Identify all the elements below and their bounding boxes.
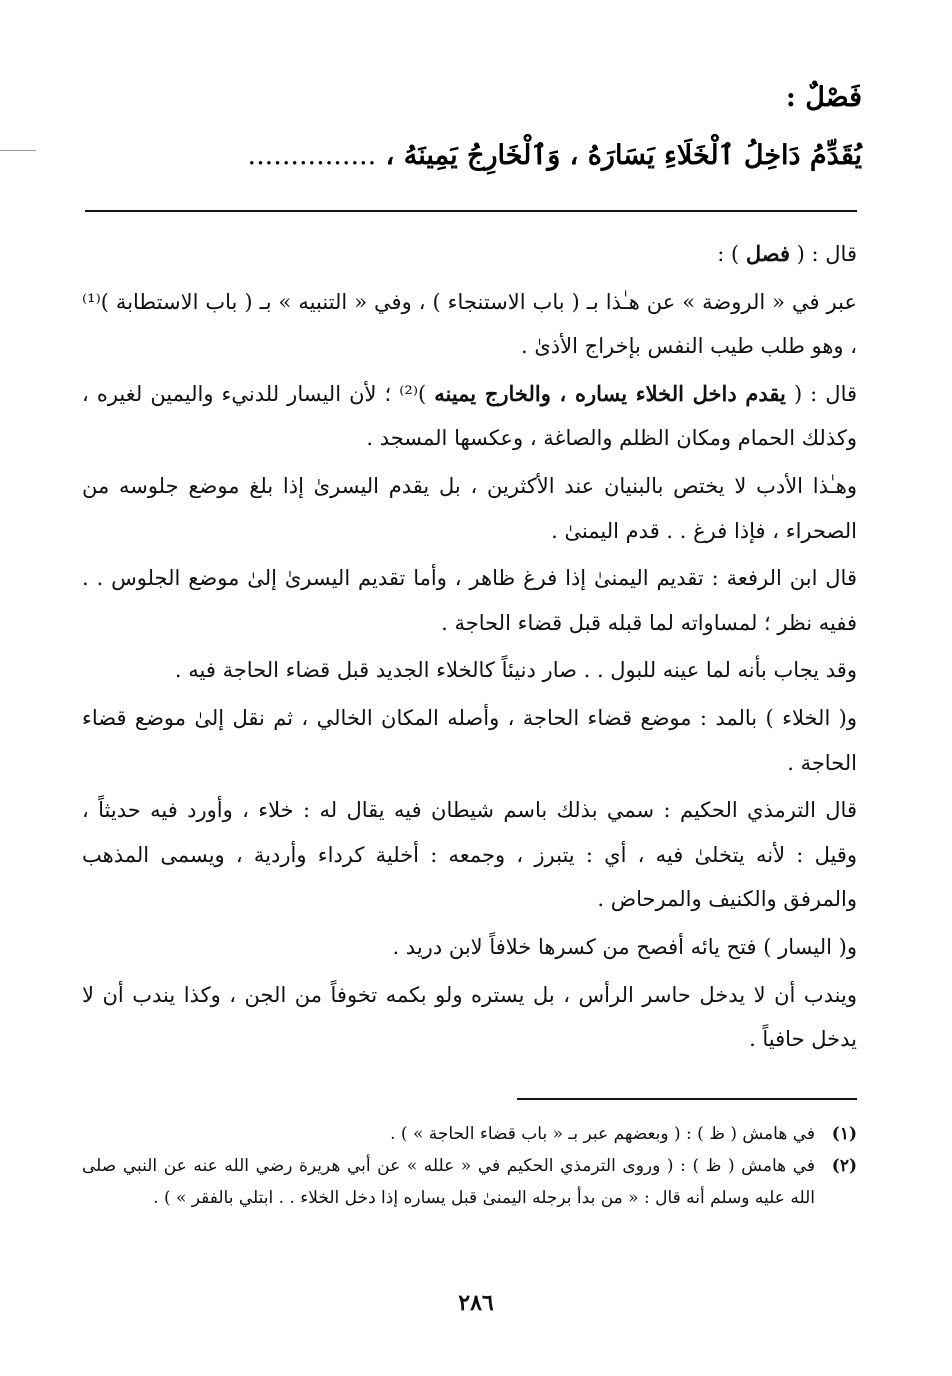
footnote-number: (٢) xyxy=(831,1156,857,1176)
commentary-body xyxy=(82,232,857,1065)
section-heading: فَصْلٌ : xyxy=(785,82,862,113)
footnote-text: في هامش ( ظ ) : ( وروى الترمذي الحكيم في « علله » عن أبي هريرة رضي الله عنه عن النبي صلى الله عليه وسلم أنه قال : « من بدأ برجله اليمنىٰ قبل يساره إذا دخل الخلاء . . ابتلي بالفقر » ) . xyxy=(82,1156,815,1208)
matn-dots: ............... xyxy=(247,140,377,171)
footnote-text: في هامش ( ظ ) : ( وبعضهم عبر بـ « باب قضاء الحاجة » ) . xyxy=(390,1124,815,1144)
footnotes xyxy=(82,1118,857,1214)
paragraph-3 xyxy=(82,372,857,461)
page-number: ٢٨٦ xyxy=(458,1290,494,1316)
footnote-2 xyxy=(82,1150,857,1214)
paragraph-8: قال الترمذي الحكيم : سمي بذلك باسم شيطان فيه يقال له : خلاء ، وأورد فيه حديثاً ، وقيل : لأنه يتخلىٰ فيه ، أي : يتبرز ، وجمعه : أخلية كرداء وأردية ، ويسمى المذهب والمرفق والكنيف والمرحاض . xyxy=(82,798,857,912)
paragraph-1 xyxy=(82,232,857,277)
paragraph-4: وهـٰذا الأدب لا يختص بالبنيان عند الأكثرين ، بل يقدم اليسرىٰ إذا بلغ موضع جلوسه من الصحراء ، فإذا فرغ . . قدم اليمنىٰ . xyxy=(82,473,857,543)
matn-line xyxy=(70,140,862,171)
p3-lead: قال : ( xyxy=(785,381,858,406)
p1-lead: قال : ( xyxy=(790,242,857,266)
p1-tail: ) : xyxy=(717,242,746,266)
matn-text: يُقَدِّمُ دَاخِلُ ٱلْخَلَاءِ يَسَارَهُ ، وَٱلْخَارِجُ يَمِينَهُ ، xyxy=(385,140,862,171)
heading-divider xyxy=(85,210,857,212)
paragraph-2: عبر في « الروضة » عن هـٰذا بـ ( باب الاستنجاء ) ، وفي « التنبيه » بـ ( باب الاستطابة )⁽¹⁾ ، وهو طلب طيب النفس بإخراج الأذىٰ . xyxy=(82,289,857,359)
paragraph-10: ويندب أن لا يدخل حاسر الرأس ، بل يستره ولو بكمه تخوفاً من الجن ، وكذا يندب أن لا يدخل حافياً . xyxy=(82,982,857,1052)
footnote-number: (١) xyxy=(831,1124,857,1144)
paragraph-6: وقد يجاب بأنه لما عينه للبول . . صار دنيئاً كالخلاء الجديد قبل قضاء الحاجة فيه . xyxy=(174,658,857,683)
footnote-1 xyxy=(82,1118,857,1150)
footnote-divider xyxy=(517,1098,857,1100)
paragraph-9: و( اليسار ) فتح يائه أفصح من كسرها خلافاً لابن دريد . xyxy=(392,934,857,959)
paragraph-5: قال ابن الرفعة : تقديم اليمنىٰ إذا فرغ ظاهر ، وأما تقديم اليسرىٰ إلىٰ موضع الجلوس . . ففيه نظر ؛ لمساواته لما قبله قبل قضاء الحاجة . xyxy=(82,566,857,635)
p1-quoted-matn: فصل xyxy=(745,241,790,266)
paragraph-7: و( الخلاء ) بالمد : موضع قضاء الحاجة ، وأصله المكان الخالي ، ثم نقل إلىٰ موضع قضاء الحاجة . xyxy=(82,705,857,775)
p3-tail: )⁽²⁾ ؛ لأن اليسار للدنيء واليمين لغيره ، وكذلك الحمام ومكان الظلم والصاغة ، وعكسها المسجد . xyxy=(82,381,857,451)
margin-mark xyxy=(0,150,36,151)
p3-quoted-matn: يقدم داخل الخلاء يساره ، والخارج يمينه xyxy=(434,380,786,406)
